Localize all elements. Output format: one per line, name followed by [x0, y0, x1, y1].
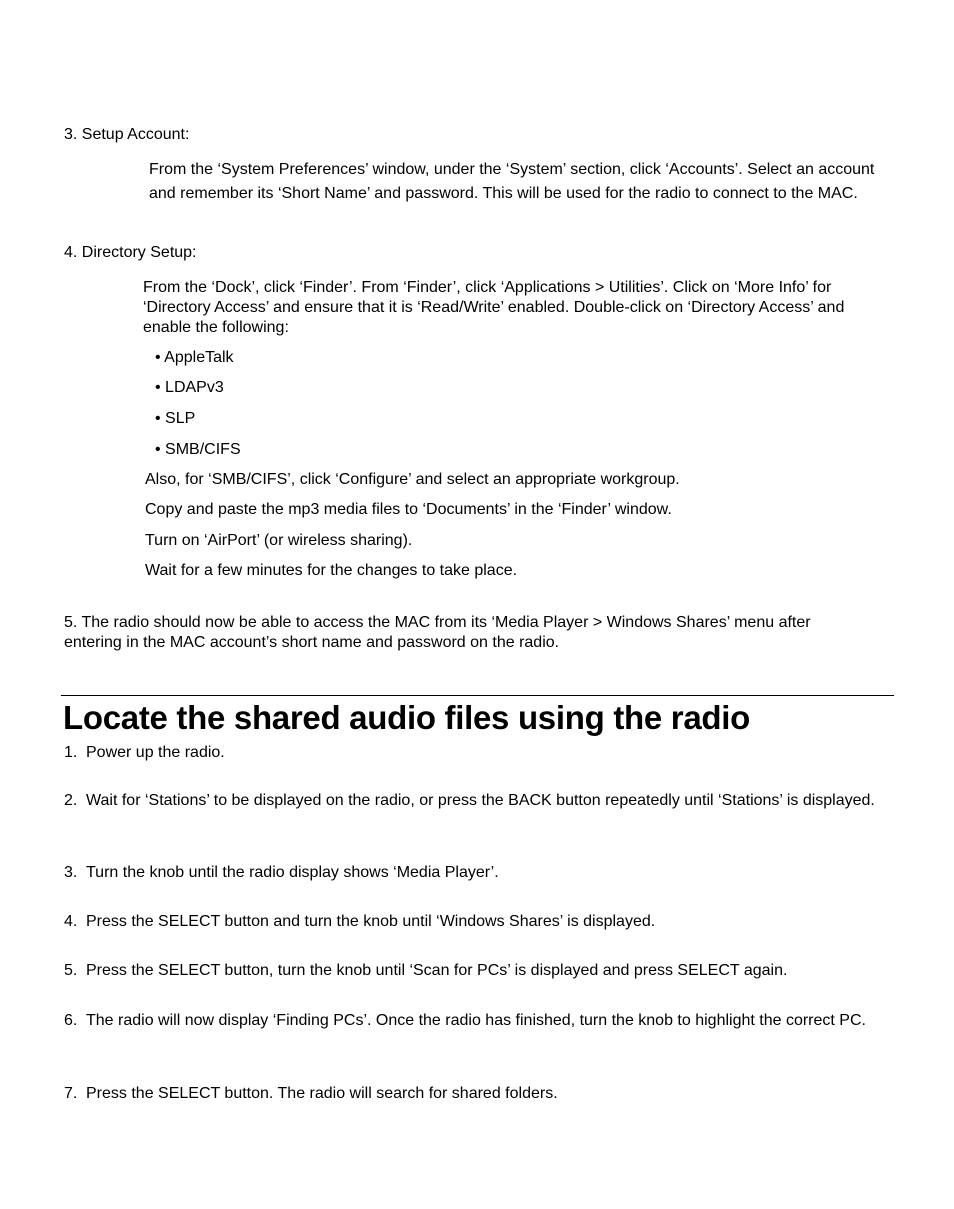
bullet-appletalk: • AppleTalk — [155, 349, 234, 366]
access-mac-note: 5. The radio should now be able to access the MAC from its ‘Media Player > Windows Shares’ menu after entering in the MAC account’s short name and password on the radio. — [64, 614, 811, 651]
list-item — [64, 959, 894, 983]
step-text: Power up the radio. — [86, 744, 225, 761]
step-text: Press the SELECT button, turn the knob until ‘Scan for PCs’ is displayed and press SELECT again. — [86, 962, 788, 979]
step-number: 2. — [64, 792, 78, 809]
list-item — [64, 861, 894, 885]
list-item — [64, 1082, 894, 1106]
bullet-smb-cifs: • SMB/CIFS — [155, 441, 241, 458]
step-number: 1. — [64, 744, 78, 761]
list-item — [64, 789, 894, 813]
step-text: Press the SELECT button and turn the knob until ‘Windows Shares’ is displayed. — [86, 913, 656, 930]
page-title: Locate the shared audio files using the radio — [63, 699, 750, 736]
setup-account-body: From the ‘System Preferences’ window, under the ‘System’ section, click ‘Accounts’. Select an account and remember its ‘Short Name’ and password. This will be used for the radio to connect to the MAC. — [149, 161, 875, 202]
setup-account-title: 3. Setup Account: — [64, 126, 190, 143]
step-text: Wait for ‘Stations’ to be displayed on the radio, or press the BACK button repeatedly until ‘Stations’ is displayed. — [86, 792, 875, 809]
wait-line: Wait for a few minutes for the changes to take place. — [145, 562, 518, 579]
step-text: Turn the knob until the radio display shows ‘Media Player’. — [86, 864, 499, 881]
list-item — [64, 741, 894, 765]
step-text: Press the SELECT button. The radio will search for shared folders. — [86, 1085, 558, 1102]
bullet-ldapv3: • LDAPv3 — [155, 379, 224, 396]
step-number: 6. — [64, 1012, 78, 1029]
step-number: 7. — [64, 1085, 78, 1102]
section-divider — [61, 695, 894, 696]
smb-configure-line: Also, for ‘SMB/CIFS’, click ‘Configure’ and select an appropriate workgroup. — [145, 471, 680, 488]
step-number: 5. — [64, 962, 78, 979]
step-number: 4. — [64, 913, 78, 930]
copy-media-line: Copy and paste the mp3 media files to ‘Documents’ in the ‘Finder’ window. — [145, 501, 672, 518]
directory-setup-body: From the ‘Dock’, click ‘Finder’. From ‘Finder’, click ‘Applications > Utilities’. Click on ‘More Info’ for ‘Directory Access’ and ensure that it is ‘Read/Write’ enabled. Double-click on ‘Directory Access’ and enable the following: — [143, 279, 845, 336]
directory-setup-title: 4. Directory Setup: — [64, 244, 197, 261]
step-number: 3. — [64, 864, 78, 881]
list-item — [64, 1009, 894, 1033]
bullet-slp: • SLP — [155, 410, 196, 427]
list-item — [64, 910, 894, 934]
airport-line: Turn on ‘AirPort’ (or wireless sharing). — [145, 532, 413, 549]
step-text: The radio will now display ‘Finding PCs’. Once the radio has finished, turn the knob to highlight the correct PC. — [86, 1012, 866, 1029]
